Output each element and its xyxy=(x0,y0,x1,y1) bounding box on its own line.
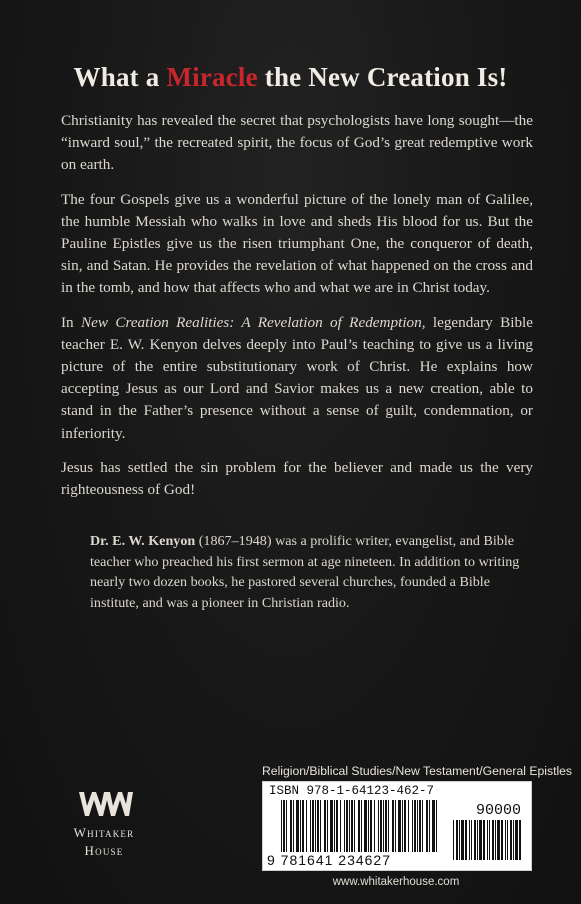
publisher-logo xyxy=(54,788,154,860)
headline-after: the New Creation Is! xyxy=(257,62,508,92)
bisac-category: Religion/Biblical Studies/New Testament/General Epistles xyxy=(262,764,573,778)
paragraph-3-rest: , legendary Bible teacher E. W. Kenyon delves deeply into Paul’s teaching to give us a living picture of the entire substitutionary work of Christ. He explains how accepting Jesus as our Lord and Savior makes us a new creation, able to stand in the Father’s presence without a sense of guilt, condemnation, or inferiority. xyxy=(61,313,533,442)
publisher-name xyxy=(54,824,154,860)
description-paragraph-1: Christianity has revealed the secret that psychologists have long sought—the “inward soul,” the recreated spirit, the focus of God’s great redemptive work on earth. xyxy=(61,112,533,174)
ean-barcode-bars xyxy=(281,800,437,852)
whitaker-w-logo-icon xyxy=(75,788,133,820)
headline-accent-word: Miracle xyxy=(166,62,258,92)
ean-digits: 9 781641 234627 xyxy=(267,852,391,868)
price-code: 90000 xyxy=(475,802,521,819)
publisher-website: www.whitakerhouse.com xyxy=(332,876,460,888)
isbn-number: ISBN 978-1-64123-462-7 xyxy=(269,784,435,798)
publisher-name-line-1: Whitaker xyxy=(73,825,135,840)
description-paragraph-3 xyxy=(61,312,533,445)
author-bio-paragraph xyxy=(90,531,532,613)
barcode-label xyxy=(262,781,532,871)
author-bio-text: (1867–1948) was a prolific writer, evangelist, and Bible teacher who preached his first sermon at age nineteen. In addition to writing nearly two dozen books, he pastored several churches, founded a Bible institute, and was a pioneer in Christian radio. xyxy=(90,533,520,611)
book-title: New Creation Realities: A Revelation of Redemption xyxy=(81,313,422,331)
author-bio xyxy=(90,531,532,613)
headline-before: What a xyxy=(73,62,167,92)
author-name: Dr. E. W. Kenyon xyxy=(90,533,196,549)
description-paragraph-2: The four Gospels give us a wonderful picture of the lonely man of Galilee, the humble Messiah who walks in love and sheds His blood for us. But the Pauline Epistles give us the risen triumphant One, the conqueror of death, sin, and Satan. He provides the revelation of what happened on the cross and in the tomb, and how that affects who and what we are in Christ today. xyxy=(61,190,533,297)
addon-barcode-bars xyxy=(453,820,523,860)
publisher-name-line-2: House xyxy=(84,843,124,858)
description xyxy=(61,110,533,513)
headline xyxy=(0,62,581,93)
description-paragraph-4: Jesus has settled the sin problem for the believer and made us the very righteousness of God! xyxy=(61,458,533,499)
paragraph-3-prefix: In xyxy=(61,313,81,331)
